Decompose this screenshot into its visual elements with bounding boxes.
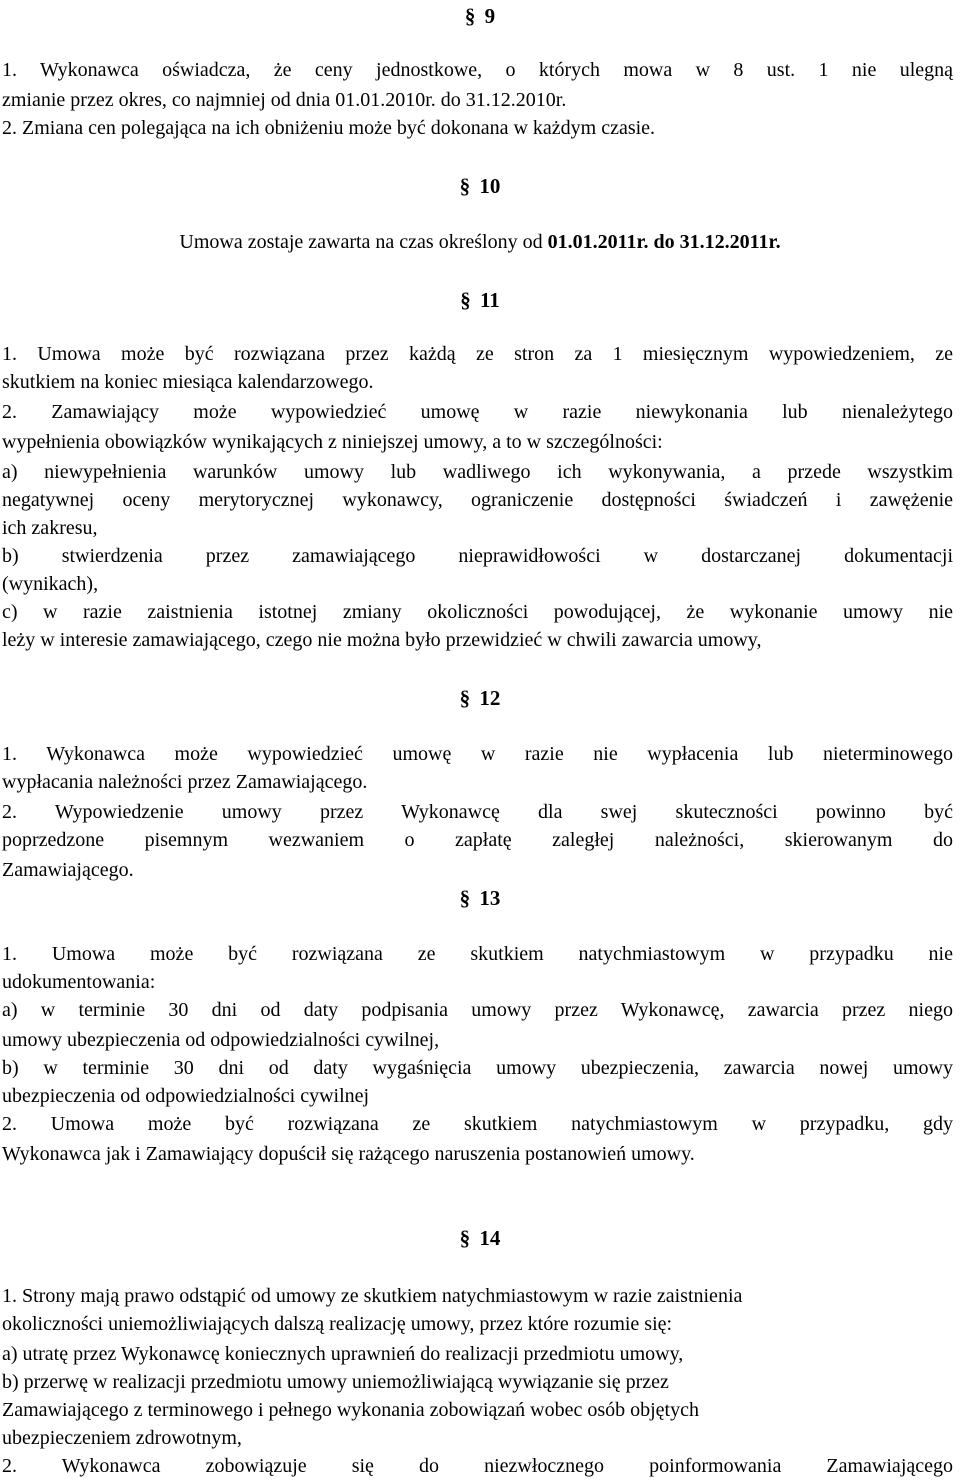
paragraph-line: umowy ubezpieczenia od odpowiedzialności cywilnej, bbox=[2, 1029, 440, 1051]
section-number: 13 bbox=[479, 886, 501, 910]
paragraph-line: 2. Wykonawca zobowiązuje się do niezwłocznego poinformowania Zamawiającego bbox=[2, 1455, 953, 1477]
section-number: 14 bbox=[479, 1226, 501, 1250]
section-sign: § bbox=[459, 886, 471, 910]
section-heading-14 bbox=[0, 1224, 960, 1252]
paragraph-line: skutkiem na koniec miesiąca kalendarzowego. bbox=[2, 371, 374, 393]
paragraph-line: Wykonawca jak i Zamawiający dopuścił się rażącego naruszenia postanowień umowy. bbox=[2, 1143, 695, 1165]
section-sign: § bbox=[459, 686, 471, 710]
paragraph-line: 2. Umowa może być rozwiązana ze skutkiem natychmiastowym w przypadku, gdy bbox=[2, 1113, 953, 1135]
paragraph-line: poprzedzone pisemnym wezwaniem o zapłatę zaległej należności, skierowanym do bbox=[2, 829, 953, 851]
paragraph-line: negatywnej oceny merytorycznej wykonawcy, ograniczenie dostępności świadczeń i zawężenie bbox=[2, 489, 953, 511]
section-sign: § bbox=[459, 174, 471, 198]
paragraph-line: ubezpieczenia od odpowiedzialności cywilnej bbox=[2, 1085, 370, 1107]
section-sign: § bbox=[459, 1226, 471, 1250]
paragraph-line: 2. Wypowiedzenie umowy przez Wykonawcę dla swej skuteczności powinno być bbox=[2, 801, 953, 823]
paragraph-line: Zamawiającego z terminowego i pełnego wykonania zobowiązań wobec osób objętych bbox=[2, 1399, 699, 1421]
paragraph-line: 1. Umowa może być rozwiązana ze skutkiem natychmiastowym w przypadku nie bbox=[2, 943, 953, 965]
paragraph-line: ubezpieczeniem zdrowotnym, bbox=[2, 1427, 242, 1449]
paragraph-line: b) w terminie 30 dni od daty wygaśnięcia umowy ubezpieczenia, zawarcia nowej umowy bbox=[2, 1057, 953, 1079]
section-heading-9 bbox=[0, 2, 960, 30]
section-number: 9 bbox=[484, 4, 496, 28]
paragraph-line: a) w terminie 30 dni od daty podpisania umowy przez Wykonawcę, zawarcia przez niego bbox=[2, 999, 953, 1021]
section-heading-13 bbox=[0, 884, 960, 912]
section-number: 10 bbox=[479, 174, 501, 198]
section-heading-11 bbox=[0, 286, 960, 314]
contract-term-dates: 01.01.2011r. do 31.12.2011r. bbox=[547, 231, 781, 253]
paragraph-line: udokumentowania: bbox=[2, 971, 156, 993]
section-number: 11 bbox=[479, 288, 500, 312]
paragraph-line: zmianie przez okres, co najmniej od dnia 01.01.2010r. do 31.12.2010r. bbox=[2, 89, 567, 111]
paragraph-line: Zamawiającego. bbox=[2, 859, 134, 881]
paragraph-line: leży w interesie zamawiającego, czego nie można było przewidzieć w chwili zawarcia umowy, bbox=[2, 629, 762, 651]
paragraph-line: 2. Zamawiający może wypowiedzieć umowę w razie niewykonania lub nienależytego bbox=[2, 401, 953, 423]
paragraph-line bbox=[0, 228, 960, 256]
paragraph-line: a) niewypełnienia warunków umowy lub wadliwego ich wykonywania, a przede wszystkim bbox=[2, 461, 953, 483]
paragraph-line: (wynikach), bbox=[2, 573, 99, 595]
paragraph-line: ich zakresu, bbox=[2, 517, 98, 539]
paragraph-line: okoliczności uniemożliwiających dalszą realizację umowy, przez które rozumie się: bbox=[2, 1313, 673, 1335]
paragraph-line: wypłacania należności przez Zamawiającego. bbox=[2, 771, 368, 793]
section-sign: § bbox=[464, 4, 476, 28]
paragraph-line: c) w razie zaistnienia istotnej zmiany okoliczności powodującej, że wykonanie umowy nie bbox=[2, 601, 953, 623]
contract-term-text: Umowa zostaje zawarta na czas określony od bbox=[179, 231, 548, 253]
paragraph-line: 2. Zmiana cen polegająca na ich obniżeniu może być dokonana w każdym czasie. bbox=[2, 117, 656, 139]
paragraph-line: b) stwierdzenia przez zamawiającego nieprawidłowości w dostarczanej dokumentacji bbox=[2, 545, 953, 567]
section-heading-12 bbox=[0, 684, 960, 712]
paragraph-line: 1. Umowa może być rozwiązana przez każdą ze stron za 1 miesięcznym wypowiedzeniem, ze bbox=[2, 343, 953, 365]
paragraph-line: 1. Wykonawca oświadcza, że ceny jednostkowe, o których mowa w 8 ust. 1 nie ulegną bbox=[2, 59, 953, 81]
paragraph-line: wypełnienia obowiązków wynikających z niniejszej umowy, a to w szczególności: bbox=[2, 431, 663, 453]
paragraph-line: 1. Strony mają prawo odstąpić od umowy ze skutkiem natychmiastowym w razie zaistnienia bbox=[2, 1285, 743, 1307]
paragraph-line: 1. Wykonawca może wypowiedzieć umowę w razie nie wypłacenia lub nieterminowego bbox=[2, 743, 953, 765]
paragraph-line: b) przerwę w realizacji przedmiotu umowy uniemożliwiającą wywiązanie się przez bbox=[2, 1371, 669, 1393]
section-heading-10 bbox=[0, 172, 960, 200]
paragraph-line: a) utratę przez Wykonawcę koniecznych uprawnień do realizacji przedmiotu umowy, bbox=[2, 1343, 684, 1365]
section-number: 12 bbox=[479, 686, 501, 710]
section-sign: § bbox=[460, 288, 471, 312]
